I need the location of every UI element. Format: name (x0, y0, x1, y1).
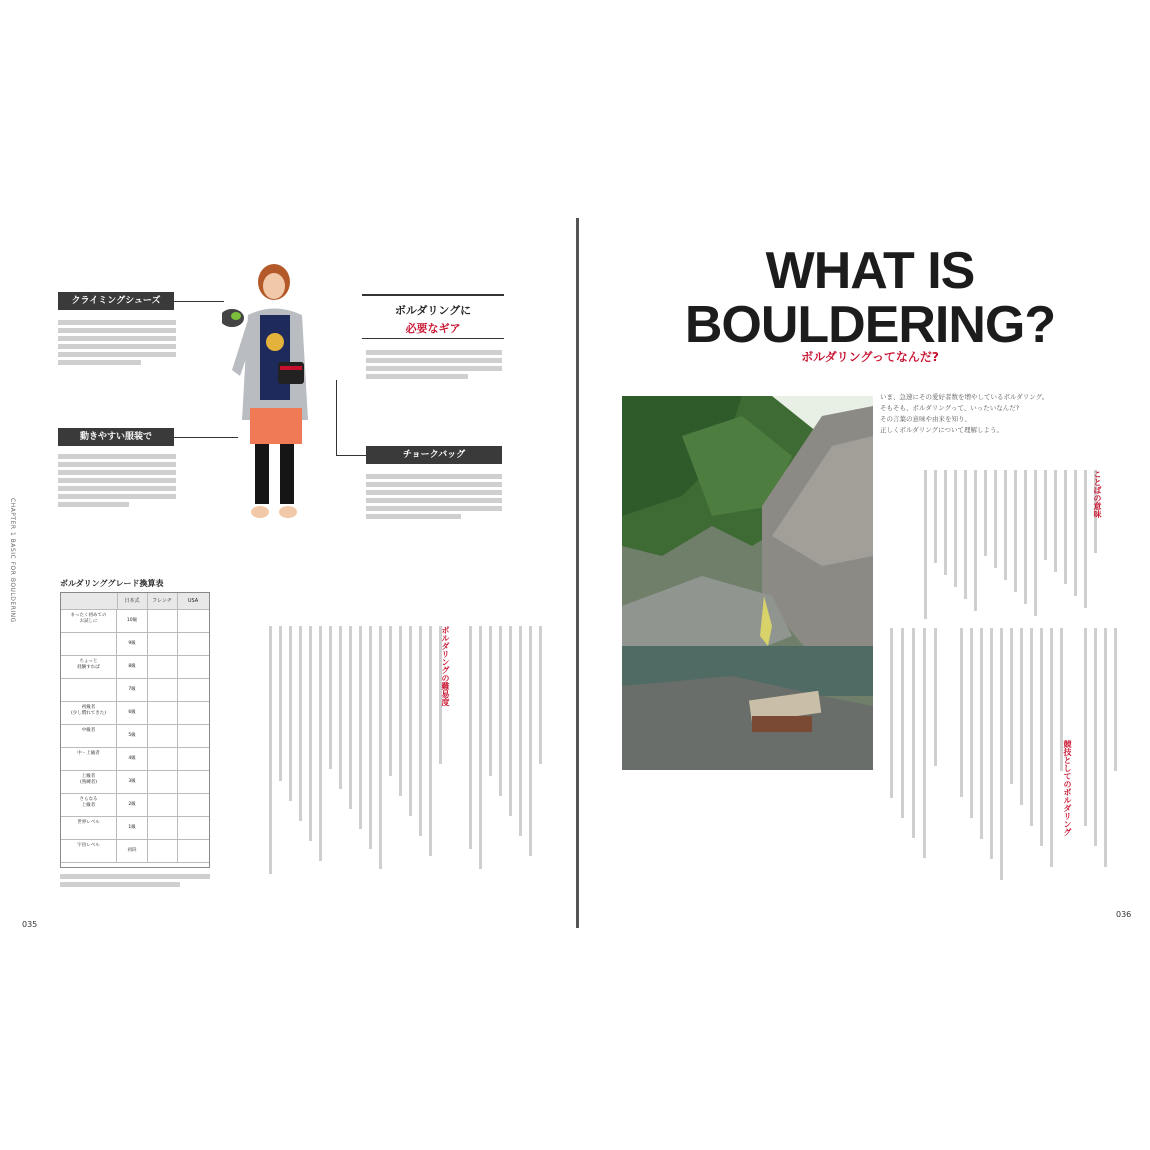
subtitle: ボルダリングってなんだ? (801, 350, 939, 364)
table-row (61, 655, 209, 679)
gear-intro-text (366, 348, 502, 398)
table-grade-cell: 1級 (117, 816, 148, 839)
table-grade-cell: 9級 (117, 632, 148, 655)
intro-text (880, 392, 1080, 436)
table-row-label: さらなる 上級者 (61, 793, 117, 816)
table-row (61, 747, 209, 771)
table-row-label: 宇宙レベル (61, 839, 117, 862)
right-body-column-mid-b (946, 628, 1066, 888)
table-row-label (61, 678, 117, 701)
right-page-number: 036 (1116, 910, 1132, 919)
table-row (61, 770, 209, 794)
grade-heading: ボルダリングの難易度 (441, 626, 450, 706)
table-header-cell: USA (187, 598, 199, 604)
main-title (660, 244, 1080, 352)
left-body-column-b (455, 626, 545, 876)
left-body-column-a (255, 626, 445, 876)
table-grade-cell: 4級 (117, 747, 148, 770)
clothes-description (58, 452, 176, 532)
intro-line: 正しくボルダリングについて理解しよう。 (880, 426, 1003, 434)
table-row (61, 724, 209, 748)
table-row-label: 世界レベル (61, 816, 117, 839)
intro-line: その言葉の意味や由来を知り、 (880, 415, 971, 423)
clothes-label: 動きやすい服装で (58, 428, 174, 446)
table-header-cell: 日本式 (117, 593, 148, 609)
origin-heading: ことばの意味 (1093, 470, 1102, 518)
table-grade-cell: 6級 (117, 701, 148, 724)
chalk-callout-line (336, 455, 366, 456)
table-row-label: ちょっと 経験すれば (61, 655, 117, 678)
chalk-callout-vline (336, 380, 337, 456)
table-grade-cell: 2級 (117, 793, 148, 816)
spine-gutter (576, 218, 579, 928)
table-row (61, 632, 209, 656)
table-grade-cell: 5級 (117, 724, 148, 747)
right-body-column-top (900, 470, 1100, 620)
table-row (61, 701, 209, 725)
right-body-column-mid-c (1074, 628, 1120, 888)
gear-title-line2: 必要なギア (405, 322, 461, 335)
intro-line: そもそも、ボルダリングって、いったいなんだ? (880, 404, 1020, 412)
chalk-bag-description (366, 472, 502, 544)
main-title-line2: BOULDERING? (684, 296, 1056, 354)
table-row-label: 初級者 (少し慣れてきた) (61, 701, 117, 724)
table-grade-cell: 10級 (117, 609, 148, 632)
shoes-callout-line (174, 301, 224, 302)
table-grade-cell: 3級 (117, 770, 148, 793)
shoes-label: クライミングシューズ (58, 292, 174, 310)
table-row-label: 上級者 (熟練者) (61, 770, 117, 793)
table-row-label: まったく初めての お試しに (61, 609, 117, 632)
table-header-row (61, 593, 209, 610)
table-row-label: 中・上級者 (61, 747, 117, 770)
table-grade-cell: 初段 (117, 839, 148, 862)
chalk-bag-label: チョークバッグ (366, 446, 502, 464)
gear-title-block (362, 294, 504, 339)
table-row (61, 793, 209, 817)
table-row-label: 中級者 (61, 724, 117, 747)
boulder-photo (622, 396, 873, 770)
table-row (61, 609, 209, 633)
chapter-label: CHAPTER 1 BASIC FOR BOULDERING (9, 498, 16, 623)
shoes-description (58, 318, 176, 390)
climber-figure (222, 260, 322, 530)
table-row (61, 816, 209, 840)
table-header-cell: フレンチ (147, 593, 178, 609)
table-row-label (61, 632, 117, 655)
grade-table-title: ボルダリンググレード換算表 (60, 579, 164, 588)
table-row (61, 678, 209, 702)
main-title-line1: WHAT IS (765, 242, 975, 300)
grade-table-note (60, 872, 210, 888)
table-row (61, 839, 209, 863)
right-body-column-mid-a (880, 628, 940, 878)
sport-heading: 競技としてのボルダリング (1063, 740, 1072, 836)
left-page-number: 035 (22, 920, 38, 929)
table-grade-cell: 8級 (117, 655, 148, 678)
table-grade-cell: 7級 (117, 678, 148, 701)
intro-line: いま、急速にその愛好者数を増やしているボルダリング。 (880, 393, 1049, 401)
grade-table (60, 592, 210, 868)
gear-title-line1: ボルダリングに (394, 304, 472, 317)
